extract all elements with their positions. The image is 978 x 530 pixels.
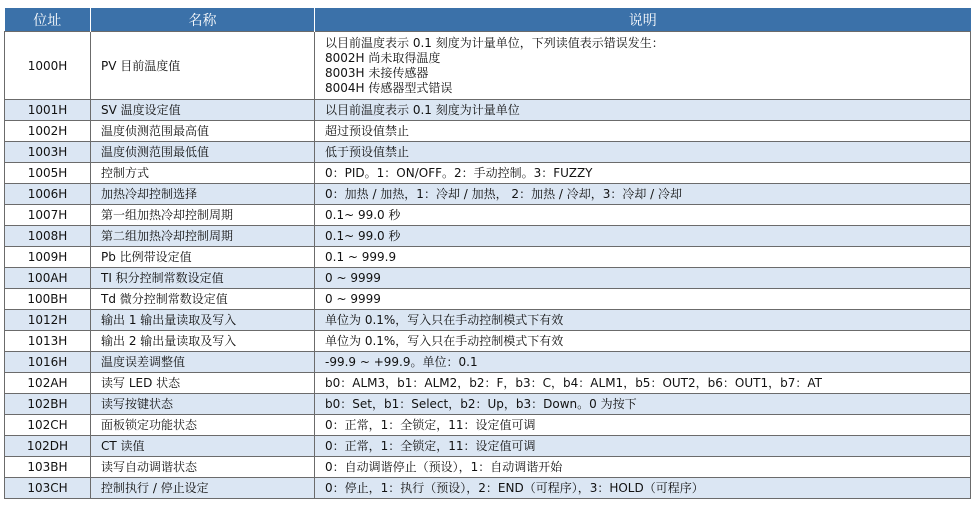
header-name: 名称 xyxy=(91,8,315,32)
description-cell xyxy=(315,184,971,205)
description-cell xyxy=(315,142,971,163)
description-cell xyxy=(315,205,971,226)
description-cell xyxy=(315,100,971,121)
name-cell: 读写 LED 状态 xyxy=(91,373,315,394)
name-cell: 控制执行 / 停止设定 xyxy=(91,478,315,499)
name-cell: 输出 1 输出量读取及写入 xyxy=(91,310,315,331)
description-cell xyxy=(315,226,971,247)
description-cell xyxy=(315,247,971,268)
description-cell xyxy=(315,415,971,436)
table-row xyxy=(5,142,971,163)
table-row xyxy=(5,32,971,100)
address-cell: 1008H xyxy=(5,226,91,247)
table-row xyxy=(5,247,971,268)
address-cell: 1005H xyxy=(5,163,91,184)
table-row xyxy=(5,457,971,478)
description-cell xyxy=(315,457,971,478)
description-cell xyxy=(315,163,971,184)
address-cell: 100AH xyxy=(5,268,91,289)
description-line: 0 ~ 9999 xyxy=(325,270,381,285)
address-cell: 1001H xyxy=(5,100,91,121)
address-cell: 1013H xyxy=(5,331,91,352)
table-row xyxy=(5,205,971,226)
address-cell: 102CH xyxy=(5,415,91,436)
name-cell: 温度侦测范围最低值 xyxy=(91,142,315,163)
name-cell: 读写自动调谐状态 xyxy=(91,457,315,478)
name-cell: 第一组加热冷却控制周期 xyxy=(91,205,315,226)
address-cell: 1012H xyxy=(5,310,91,331)
address-cell: 103CH xyxy=(5,478,91,499)
table-row xyxy=(5,331,971,352)
description-line: 0：停止，1：执行（预设），2：END（可程序），3：HOLD（可程序） xyxy=(325,480,704,495)
name-cell: 控制方式 xyxy=(91,163,315,184)
table-row xyxy=(5,373,971,394)
name-cell: Td 微分控制常数设定值 xyxy=(91,289,315,310)
address-cell: 1003H xyxy=(5,142,91,163)
description-cell xyxy=(315,394,971,415)
description-line: 超过预设值禁止 xyxy=(325,123,410,138)
name-cell: 面板锁定功能状态 xyxy=(91,415,315,436)
description-cell xyxy=(315,478,971,499)
table-row xyxy=(5,394,971,415)
address-cell: 102BH xyxy=(5,394,91,415)
name-cell: CT 读值 xyxy=(91,436,315,457)
name-cell: 读写按键状态 xyxy=(91,394,315,415)
name-cell: SV 温度设定值 xyxy=(91,100,315,121)
address-cell: 1006H xyxy=(5,184,91,205)
description-line: -99.9 ~ +99.9。单位：0.1 xyxy=(325,354,478,369)
table-row xyxy=(5,184,971,205)
header-row xyxy=(5,8,971,32)
table-row xyxy=(5,121,971,142)
description-line: 0.1~ 99.0 秒 xyxy=(325,207,401,222)
description-line: 以目前温度表示 0.1 刻度为计量单位 xyxy=(325,102,520,117)
name-cell: Pb 比例带设定值 xyxy=(91,247,315,268)
description-cell xyxy=(315,352,971,373)
description-line: 0.1 ~ 999.9 xyxy=(325,249,397,264)
table-row xyxy=(5,415,971,436)
name-cell: TI 积分控制常数设定值 xyxy=(91,268,315,289)
table-row xyxy=(5,352,971,373)
table-row xyxy=(5,310,971,331)
name-cell: 第二组加热冷却控制周期 xyxy=(91,226,315,247)
register-table xyxy=(4,8,971,499)
header-desc: 说明 xyxy=(315,8,971,32)
name-cell: 输出 2 输出量读取及写入 xyxy=(91,331,315,352)
description-cell xyxy=(315,268,971,289)
name-cell: PV 目前温度值 xyxy=(91,32,315,100)
address-cell: 1009H xyxy=(5,247,91,268)
address-cell: 1002H xyxy=(5,121,91,142)
description-line: 0 ~ 9999 xyxy=(325,291,381,306)
table-row xyxy=(5,100,971,121)
description-cell xyxy=(315,331,971,352)
description-cell xyxy=(315,373,971,394)
description-cell xyxy=(315,436,971,457)
address-cell: 102AH xyxy=(5,373,91,394)
description-line: 0：正常，1：全锁定，11：设定值可调 xyxy=(325,438,536,453)
description-line: 低于预设值禁止 xyxy=(325,144,410,159)
description-line: 0：正常，1：全锁定，11：设定值可调 xyxy=(325,417,536,432)
description-line: 单位为 0.1%，写入只在手动控制模式下有效 xyxy=(325,312,564,327)
table-body xyxy=(5,32,971,499)
description-line: 以目前温度表示 0.1 刻度为计量单位，下列读值表示错误发生： xyxy=(325,35,664,50)
description-line: b0：Set，b1：Select，b2：Up，b3：Down。0 为按下 xyxy=(325,396,637,411)
table-row xyxy=(5,289,971,310)
name-cell: 温度误差调整值 xyxy=(91,352,315,373)
description-line: 0.1~ 99.0 秒 xyxy=(325,228,401,243)
table-row xyxy=(5,268,971,289)
description-cell xyxy=(315,121,971,142)
address-cell: 103BH xyxy=(5,457,91,478)
table-row xyxy=(5,163,971,184)
description-line: 8004H 传感器型式错误 xyxy=(325,80,453,95)
description-line: 0：PID。1：ON/OFF。2：手动控制。3：FUZZY xyxy=(325,165,593,180)
address-cell: 1000H xyxy=(5,32,91,100)
description-cell xyxy=(315,289,971,310)
description-line: 0：加热 / 加热，1：冷却 / 加热， 2：加热 / 冷却，3：冷却 / 冷却 xyxy=(325,186,683,201)
name-cell: 温度侦测范围最高值 xyxy=(91,121,315,142)
table-row xyxy=(5,478,971,499)
description-cell xyxy=(315,32,971,100)
address-cell: 1016H xyxy=(5,352,91,373)
table-header xyxy=(5,8,971,32)
address-cell: 102DH xyxy=(5,436,91,457)
address-cell: 100BH xyxy=(5,289,91,310)
description-line: 8002H 尚未取得温度 xyxy=(325,50,441,65)
description-line: 单位为 0.1%，写入只在手动控制模式下有效 xyxy=(325,333,564,348)
name-cell: 加热冷却控制选择 xyxy=(91,184,315,205)
description-cell xyxy=(315,310,971,331)
table-row xyxy=(5,436,971,457)
description-line: 8003H 未接传感器 xyxy=(325,65,429,80)
address-cell: 1007H xyxy=(5,205,91,226)
header-addr: 位址 xyxy=(5,8,91,32)
table-row xyxy=(5,226,971,247)
description-line: b0：ALM3，b1：ALM2，b2：F，b3：C，b4：ALM1，b5：OUT2，b6：OUT1，b7：AT xyxy=(325,375,822,390)
description-line: 0：自动调谐停止（预设），1：自动调谐开始 xyxy=(325,459,563,474)
